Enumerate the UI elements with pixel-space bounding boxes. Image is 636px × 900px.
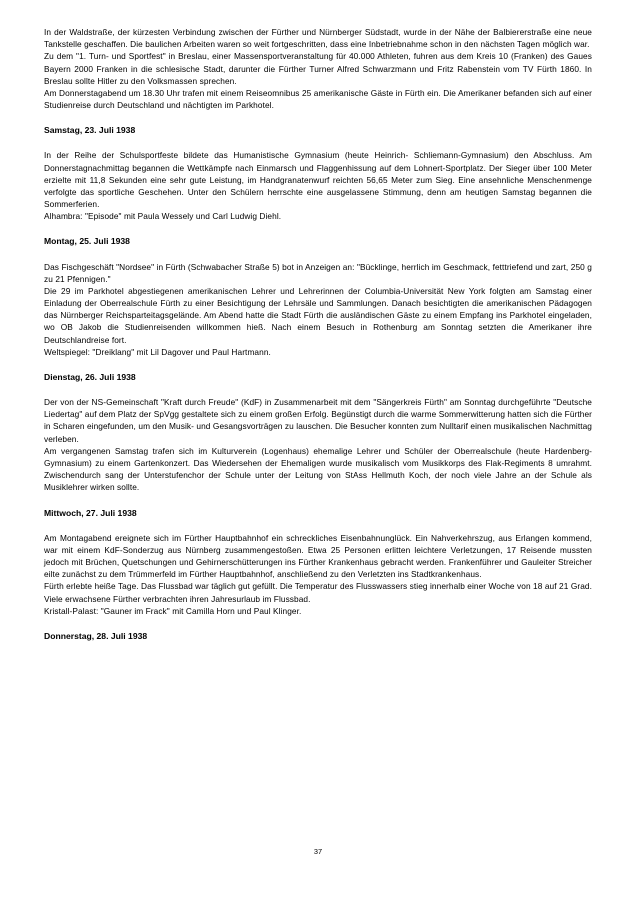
paragraph: In der Waldstraße, der kürzesten Verbindung zwischen der Fürther und Nürnberger Südstadt, wurde in der Nähe der Balbiererstraße eine neue Tankstelle geschaffen. Die baulichen Arbeiten waren so weit fortgeschritten, dass eine Inbetriebnahme schon in den nächsten Tagen möglich war. [44, 27, 592, 50]
paragraph: Die 29 im Parkhotel abgestiegenen amerikanischen Lehrer und Lehrerinnen der Columbia-Universität New York folgten am Samstag einer Einladung der Oberrealschule Fürth zu einer Besichtigung der Lehrsäle und Sammlungen. Danach besichtigten die amerikanischen Pädagogen das Nürnberger Reichsparteitagsgelände. Am Abend hatte die Stadt Fürth die ausländischen Gäste zu einem Empfang ins Parkhotel eingeladen, wo OB Jakob die Studienreisenden willkommen hieß. Nach einem Besuch in Rothenburg am Sonntag setzten die Amerikaner ihre Deutschlandreise fort. [44, 285, 592, 345]
paragraph: Fürth erlebte heiße Tage. Das Flussbad war täglich gut gefüllt. Die Temperatur des Flusswassers stieg innerhalb einer Woche von 18 auf 21 Grad. Viele erwachsene Fürther verbrachten ihren Jahresurlaub im Flussbad. [44, 581, 592, 604]
paragraph-spacer [44, 136, 592, 149]
paragraph: Zu dem "1. Turn- und Sportfest" in Breslau, einer Massensportveranstaltung für 40.000 Athleten, fuhren aus dem Kreis 10 (Franken) des Gaues Bayern 2000 Franken in die schlesische Stadt, darunter die Fürther Turner Alfred Schwarzmann und Fritz Rabenstein vom TV Fürth 1860. In Breslau sollte Hitler zu den Volksmassen sprechen. [44, 51, 592, 86]
paragraph-spacer [44, 222, 592, 235]
paragraph-spacer [44, 358, 592, 371]
date-heading: Dienstag, 26. Juli 1938 [44, 372, 136, 382]
paragraph-spacer [44, 383, 592, 396]
paragraph: Kristall-Palast: "Gauner im Frack" mit Camilla Horn und Paul Klinger. [44, 605, 302, 616]
date-heading: Mittwoch, 27. Juli 1938 [44, 507, 137, 518]
date-heading: Donnerstag, 28. Juli 1938 [44, 630, 148, 641]
date-heading: Samstag, 23. Juli 1938 [44, 125, 136, 136]
paragraph: Am vergangenen Samstag trafen sich im Kulturverein (Logenhaus) ehemalige Lehrer und Schüler der Oberrealschule (heute Hardenberg-Gymnasium) zu einem Gartenkonzert. Das Wiedersehen der Ehemaligen wurde musikalisch vom Musikkorps des Flak-Regiments 8 umrahmt. Zwischendurch sang der Unterstufenchor der Schule unter der Leitung von StAss Hellmuth Koch, der noch viele Jahre an der Schule als Musiklehrer wirken sollte. [44, 445, 592, 493]
paragraph-spacer [44, 617, 592, 630]
page-number: 37 [313, 847, 323, 856]
paragraph: Das Fischgeschäft "Nordsee" in Fürth (Schwabacher Straße 5) bot in Anzeigen an: "Bücklinge, herrlich im Geschmack, fetttriefend und zart, 250 g zu 21 Pfennigen." [44, 261, 592, 284]
paragraph: Am Montagabend ereignete sich im Fürther Hauptbahnhof ein schreckliches Eisenbahnunglück. Ein Nahverkehrszug, aus Erlangen kommend, war mit einem KdF-Sonderzug aus Nürnberg zusammengestoßen. Etwa 25 Personen erlitten leichtere Verletzungen, 17 Reisende mussten jedoch mit Brüchen, Quetschungen und Gehirnerschütterungen ins Fürther Krankenhaus gebracht werden. Frankenführer und Gauleiter Streicher eilte zunächst zu dem Trümmerfeld im Fürther Hauptbahnhof, anschließend zu den Verletzten ins Stadtkrankenhaus. [44, 532, 592, 580]
document-body [44, 26, 592, 655]
date-heading: Montag, 25. Juli 1938 [44, 236, 130, 247]
paragraph: Am Donnerstagabend um 18.30 Uhr trafen mit einem Reiseomnibus 25 amerikanische Gäste in Fürth ein. Die Amerikaner befanden sich auf einer Studienreise durch Deutschland und nächtigten im Parkhotel. [44, 87, 592, 111]
paragraph-spacer [44, 111, 592, 124]
paragraph: Alhambra: "Episode" mit Paula Wessely und Carl Ludwig Diehl. [44, 211, 282, 222]
paragraph: Der von der NS-Gemeinschaft "Kraft durch Freude" (KdF) in Zusammenarbeit mit dem "Sängerkreis Fürth" am Sonntag durchgeführte "Deutsche Liedertag" auf dem Platz der SpVgg gestaltete sich zu einem großen Erfolg. Begünstigt durch die warme Sommerwitterung hatten sich die Fürther in Scharen eingefunden, um den Musik- und Gesangsvorträgen zu lauschen. Die Besucher konnten zum Nulltarif einen musikalischen Nachmittag verleben. [44, 397, 592, 444]
paragraph-spacer [44, 494, 592, 507]
paragraph: In der Reihe der Schulsportfeste bildete das Humanistische Gymnasium (heute Heinrich- Schliemann-Gymnasium) den Abschluss. Am Donnerstagnachmittag begannen die Wettkämpfe nach Einmarsch und Flaggenhissung auf dem Lohnert-Sportplatz. Der Sieger über 100 Meter erzielte mit 11,8 Sekunden eine sehr gute Leistung, im Handgranatenwurf reichten 56,65 Meter zum Sieg. Eine ansehnliche Menschenmenge verfolgte das sportliche Geschehen. Unter den Schülern herrschte eine ausgelassene Stimmung, denn am heutigen Samstag begannen die Sommerferien. [44, 150, 592, 210]
paragraph-spacer [44, 248, 592, 261]
paragraph: Weltspiegel: "Dreiklang" mit Lil Dagover und Paul Hartmann. [44, 346, 271, 357]
paragraph-spacer [44, 642, 592, 655]
paragraph-spacer [44, 519, 592, 532]
